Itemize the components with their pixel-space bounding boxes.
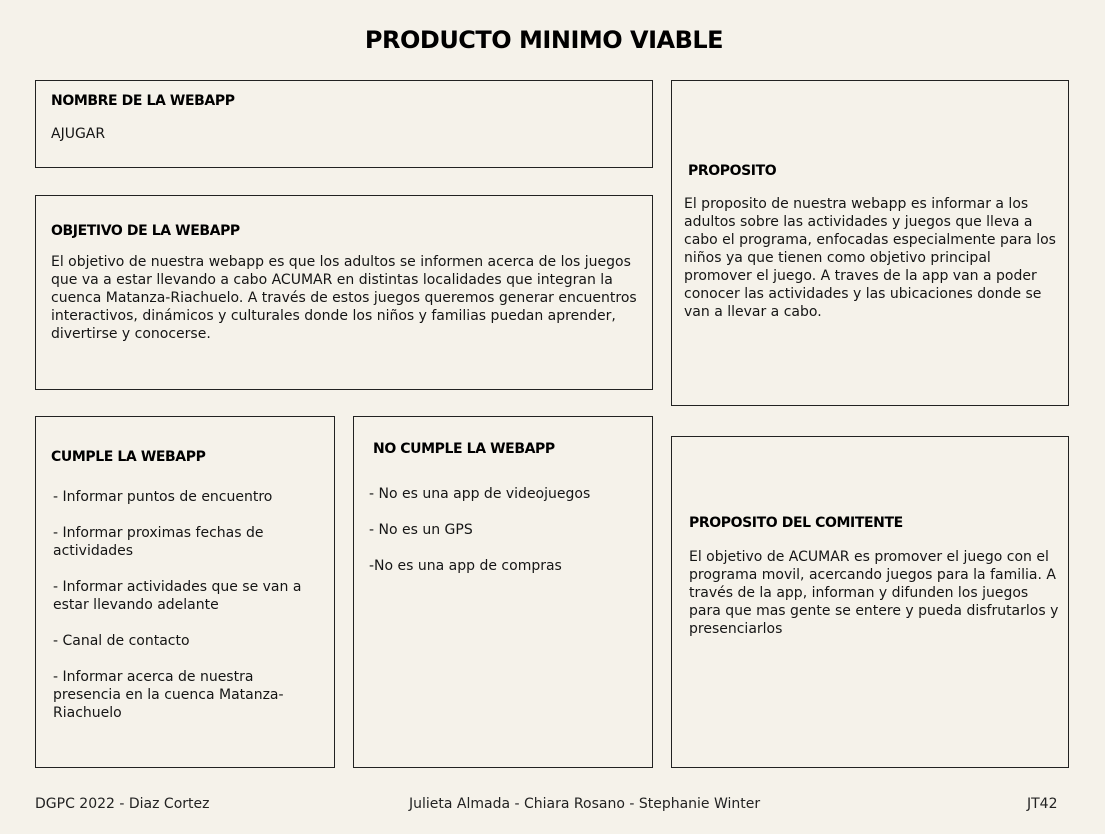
proposito-text: El proposito de nuestra webapp es informar a los adultos sobre las actividades y juegos que lleva a cabo el programa, enfocadas especialmente para los niños ya que tienen como objetivo principal promover el juego. A traves de la app van a poder conocer las actividades y las ubicaciones donde se van a llevar a cabo. bbox=[684, 196, 1056, 320]
footer-left: DGPC 2022 - Diaz Cortez bbox=[35, 796, 210, 812]
nombre-heading: NOMBRE DE LA WEBAPP bbox=[51, 93, 235, 109]
page-title: PRODUCTO MINIMO VIABLE bbox=[364, 26, 724, 54]
footer-center: Julieta Almada - Chiara Rosano - Stephanie Winter bbox=[409, 796, 761, 812]
objetivo-heading: OBJETIVO DE LA WEBAPP bbox=[51, 223, 240, 239]
no-cumple-item: - No es un GPS bbox=[369, 522, 473, 538]
cumple-item: - Canal de contacto bbox=[53, 633, 190, 649]
no-cumple-item: - No es una app de videojuegos bbox=[369, 486, 591, 502]
objetivo-text: El objetivo de nuestra webapp es que los adultos se informen acerca de los juegos que va a estar llevando a cabo ACUMAR en distintas localidades que integran la cuenca Matanza-Riachuelo. A través de estos juegos queremos generar encuentros interactivos, dinámicos y culturales donde los niños y familias puedan aprender, divertirse y conocerse. bbox=[51, 254, 637, 342]
cumple-heading: CUMPLE LA WEBAPP bbox=[51, 449, 206, 465]
comitente-text: El objetivo de ACUMAR es promover el juego con el programa movil, acercando juegos para la familia. A través de la app, informan y difunden los juegos para que mas gente se entere y pueda disfrutarlos y presenciarlos bbox=[689, 549, 1059, 637]
proposito-heading: PROPOSITO bbox=[688, 163, 777, 179]
cumple-item: - Informar puntos de encuentro bbox=[53, 489, 273, 505]
nombre-value: AJUGAR bbox=[51, 126, 106, 142]
footer-right: JT42 bbox=[1027, 796, 1058, 812]
comitente-heading: PROPOSITO DEL COMITENTE bbox=[689, 515, 903, 531]
no-cumple-box bbox=[353, 416, 653, 768]
cumple-item: - Informar actividades que se van a estar llevando adelante bbox=[53, 579, 302, 613]
no-cumple-heading: NO CUMPLE LA WEBAPP bbox=[373, 441, 555, 457]
no-cumple-item: -No es una app de compras bbox=[369, 558, 562, 574]
cumple-item: - Informar acerca de nuestra presencia en la cuenca Matanza-Riachuelo bbox=[53, 669, 284, 721]
cumple-item: - Informar proximas fechas de actividades bbox=[53, 525, 264, 559]
